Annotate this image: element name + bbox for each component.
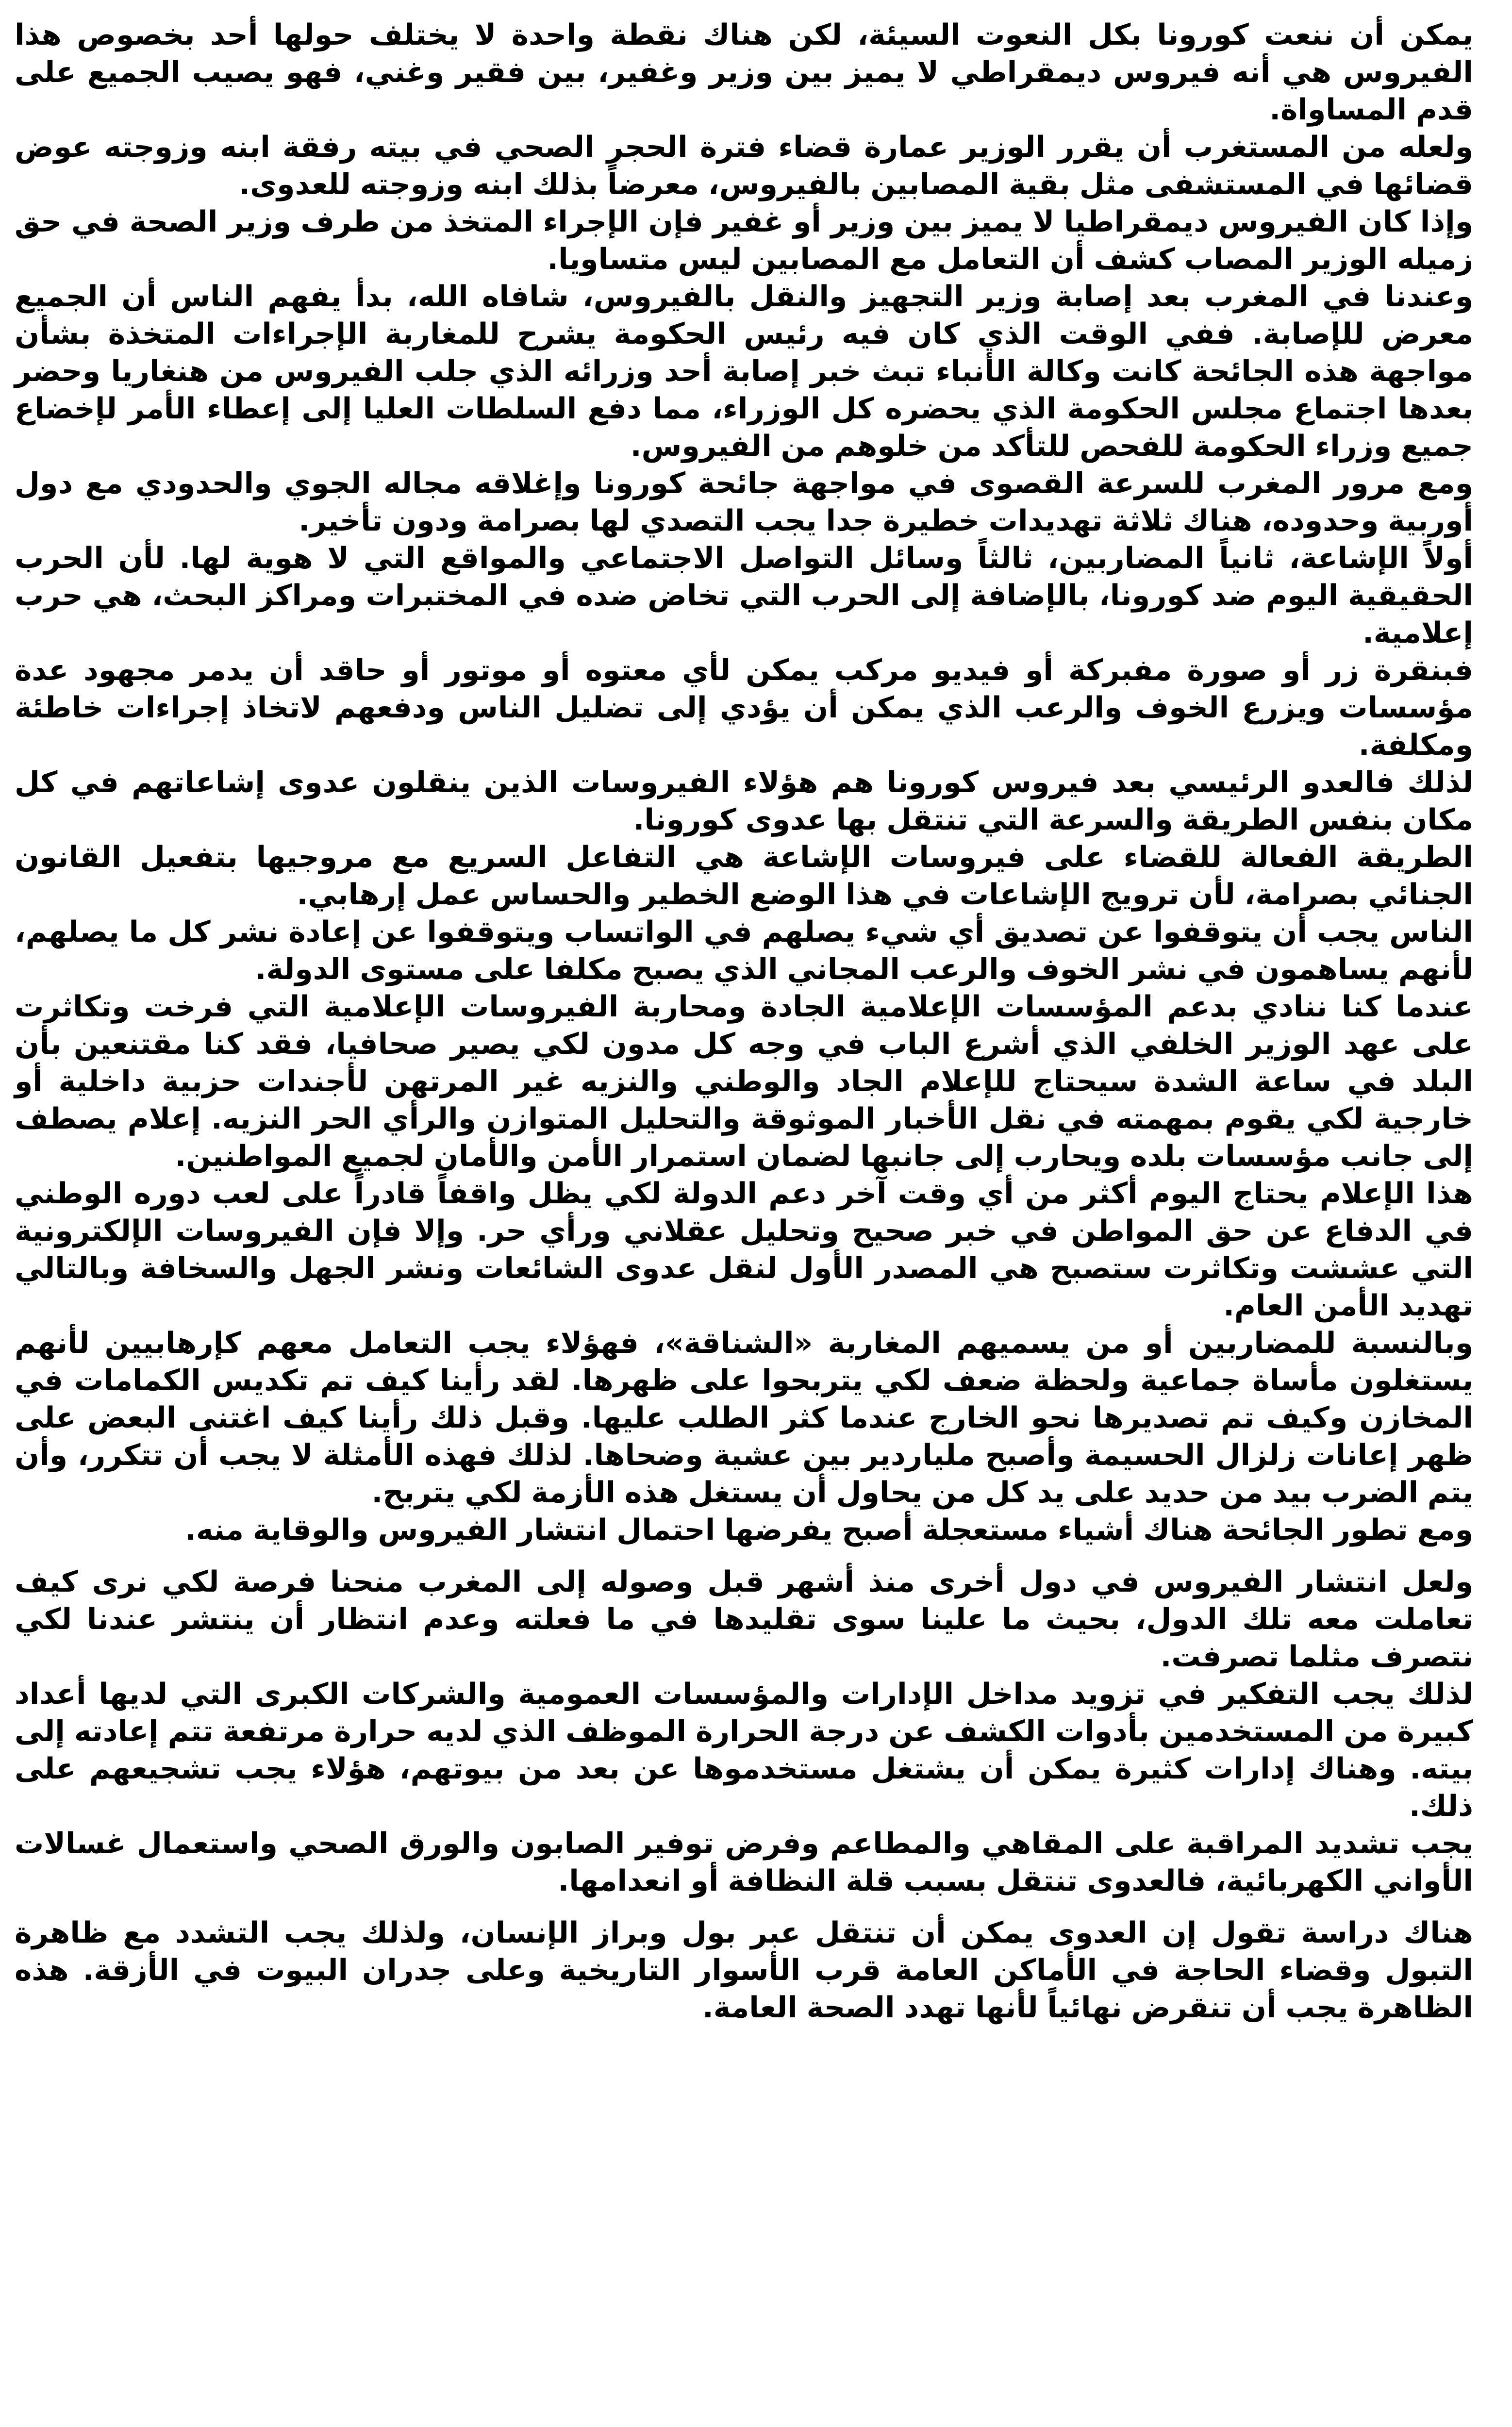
paragraph-media-support: هذا الإعلام يحتاج اليوم أكثر من أي وقت آخر دعم الدولة لكي يظل واقفاً قادراً على لعب دوره الوطني في الدفاع عن حق المواطن في خبر صحيح وتحليل عقلاني ورأي حر. وإلا فإن الفيروسات الإلكترونية التي عششت وتكاثرت ستصبح هي المصدر الأول لنقل عدوى الشائعات ونشر الجهل والسخافة وبالتالي تهديد الأمن العام.: [15, 1177, 1473, 1323]
paragraph-rumor-speculators-social-media: أولاً الإشاعة، ثانياً المضاربين، ثالثاً وسائل التواصل الاجتماعي والمواقع التي لا هوية لها. لأن الحرب الحقيقية اليوم ضد كورونا، بالإضافة إلى الحرب التي تخاض ضده في المختبرات ومراكز البحث، هي حرب إعلامية.: [15, 541, 1473, 650]
paragraph-minister-quarantine: ولعله من المستغرب أن يقرر الوزير عمارة قضاء فترة الحجر الصحي في بيته رفقة ابنه وزوجته عوض قضائها في المستشفى مثل بقية المصابين بالفيروس، معرضاً بذلك ابنه وزوجته للعدوى.: [15, 130, 1473, 201]
paragraph-whatsapp: الناس يجب أن يتوقفوا عن تصديق أي شيء يصلهم في الواتساب ويتوقفوا عن إعادة نشر كل ما يصلهم، لأنهم يساهمون في نشر الخوف والرعب المجاني الذي يصبح مكلفا على مستوى الدولة.: [15, 915, 1473, 986]
paragraph-unequal-treatment: وإذا كان الفيروس ديمقراطيا لا يميز بين وزير أو غفير فإن الإجراء المتخذ من طرف وزير الصحة في حق زميله الوزير المصاب كشف أن التعامل مع المصابين ليس متساويا.: [15, 205, 1473, 276]
paragraph-speculators: وبالنسبة للمضاربين أو من يسميهم المغاربة «الشناقة»، فهؤلاء يجب التعامل معهم كإرهابيين لأنهم يستغلون مأساة جماعية ولحظة ضعف لكي يتربحوا على ظهرها. لقد رأينا كيف تم تكديس الكمامات في المخازن وكيف تم تصديرها نحو الخارج عندما كثر الطلب عليها. وقبل ذلك رأينا كيف اغتنى البعض على ظهر إعانات زلزال الحسيمة وأصبح ملياردير بين عشية وضحاها. لذلك فهذه الأمثلة لا يجب أن تتكرر، وأن يتم الضرب بيد من حديد على يد كل من يحاول أن يستغل هذه الأزمة لكي يتربح.: [15, 1326, 1473, 1510]
paragraph-urgent-measures: ومع تطور الجائحة هناك أشياء مستعجلة أصبح يفرضها احتمال انتشار الفيروس والوقاية منه.: [185, 1513, 1473, 1547]
paragraph-public-urination: هناك دراسة تقول إن العدوى يمكن أن تنتقل عبر بول وبراز الإنسان، ولذلك يجب التشدد مع ظاهرة التبول وقضاء الحاجة في الأماكن العامة قرب الأسوار التاريخية وعلى جدران البيوت في الأزقة. هذه الظاهرة يجب أن تنقرض نهائياً لأنها تهدد الصحة العامة.: [15, 1916, 1473, 2025]
paragraph-three-threats: ومع مرور المغرب للسرعة القصوى في مواجهة جائحة كورونا وإغلاقه مجاله الجوي والحدودي مع دول أوربية وحدوده، هناك ثلاثة تهديدات خطيرة جدا يجب التصدي لها بصرامة ودون تأخير.: [15, 466, 1473, 538]
paragraph-learn-from-others: ولعل انتشار الفيروس في دول أخرى منذ أشهر قبل وصوله إلى المغرب منحنا فرصة لكي نرى كيف تعاملت معه تلك الدول، بحيث ما علينا سوى تقليدها في ما فعلته وعدم انتظار أن ينتشر عندنا لكي نتصرف مثلما تصرفت.: [15, 1565, 1473, 1674]
paragraph-criminal-law: الطريقة الفعالة للقضاء على فيروسات الإشاعة هي التفاعل السريع مع مروجيها بتفعيل القانون الجنائي بصرامة، لأن ترويج الإشاعات في هذا الوضع الخطير والحساس عمل إرهابي.: [15, 840, 1473, 912]
paragraph-fabricated-content: فبنقرة زر أو صورة مفبركة أو فيديو مركب يمكن لأي معتوه أو موتور أو حاقد أن يدمر مجهود عدة مؤسسات ويزرع الخوف والرعب الذي يمكن أن يؤدي إلى تضليل الناس ودفعهم لاتخاذ إجراءات خاطئة ومكلفة.: [15, 653, 1473, 762]
paragraph-temperature-checks: لذلك يجب التفكير في تزويد مداخل الإدارات والمؤسسات العمومية والشركات الكبرى التي لديها أعداد كبيرة من المستخدمين بأدوات الكشف عن درجة الحرارة الموظف الذي لديه حرارة مرتفعة تتم إعادته إلى بيته. وهناك إدارات كثيرة يمكن أن يشتغل مستخدموها عن بعد من بيوتهم، هؤلاء يجب تشجيعهم على ذلك.: [15, 1677, 1473, 1823]
paragraph-cafes-restaurants: يجب تشديد المراقبة على المقاهي والمطاعم وفرض توفير الصابون والورق الصحي واستعمال غسالات الأواني الكهربائية، فالعدوى تنتقل بسبب قلة النظافة أو انعدامها.: [15, 1827, 1473, 1898]
paragraph-morocco-minister-infected: وعندنا في المغرب بعد إصابة وزير التجهيز والنقل بالفيروس، شافاه الله، بدأ يفهم الناس أن الجميع معرض للإصابة. ففي الوقت الذي كان فيه رئيس الحكومة يشرح للمغاربة الإجراءات المتخذة بشأن مواجهة هذه الجائحة كانت وكالة الأنباء تبث خبر إصابة أحد وزرائه الذي جلب الفيروس من هنغاريا وحضر بعدها اجتماع مجلس الحكومة الذي يحضره كل الوزراء، مما دفع السلطات العليا إلى إعطاء الأمر لإخضاع جميع وزراء الحكومة للفحص للتأكد من خلوهم من الفيروس.: [15, 280, 1473, 463]
paragraph-intro-democratic-virus: يمكن أن ننعت كورونا بكل النعوت السيئة، لكن هناك نقطة واحدة لا يختلف حولها أحد بخصوص هذا الفيروس هي أنه فيروس ديمقراطي لا يميز بين وزير وغفير، بين فقير وغني، فهو يصيب الجميع على قدم المساواة.: [15, 18, 1473, 127]
paragraph-main-enemy: لذلك فالعدو الرئيسي بعد فيروس كورونا هم هؤلاء الفيروسات الذين ينقلون عدوى إشاعاتهم في كل مكان بنفس الطريقة والسرعة التي تنتقل بها عدوى كورونا.: [15, 765, 1473, 837]
paragraph-serious-media: عندما كنا ننادي بدعم المؤسسات الإعلامية الجادة ومحاربة الفيروسات الإعلامية التي فرخت وتكاثرت على عهد الوزير الخلفي الذي أشرع الباب في وجه كل مدون لكي يصير صحافيا، فقد كنا مقتنعين بأن البلد في ساعة الشدة سيحتاج للإعلام الجاد والوطني والنزيه غير المرتهن لأجندات حزبية داخلية أو خارجية لكي يقوم بمهمته في نقل الأخبار الموثوقة والتحليل المتوازن والرأي الحر النزيه. إعلام يصطف إلى جانب مؤسسات بلده ويحارب إلى جانبها لضمان استمرار الأمن والأمان لجميع المواطنين.: [15, 990, 1473, 1173]
